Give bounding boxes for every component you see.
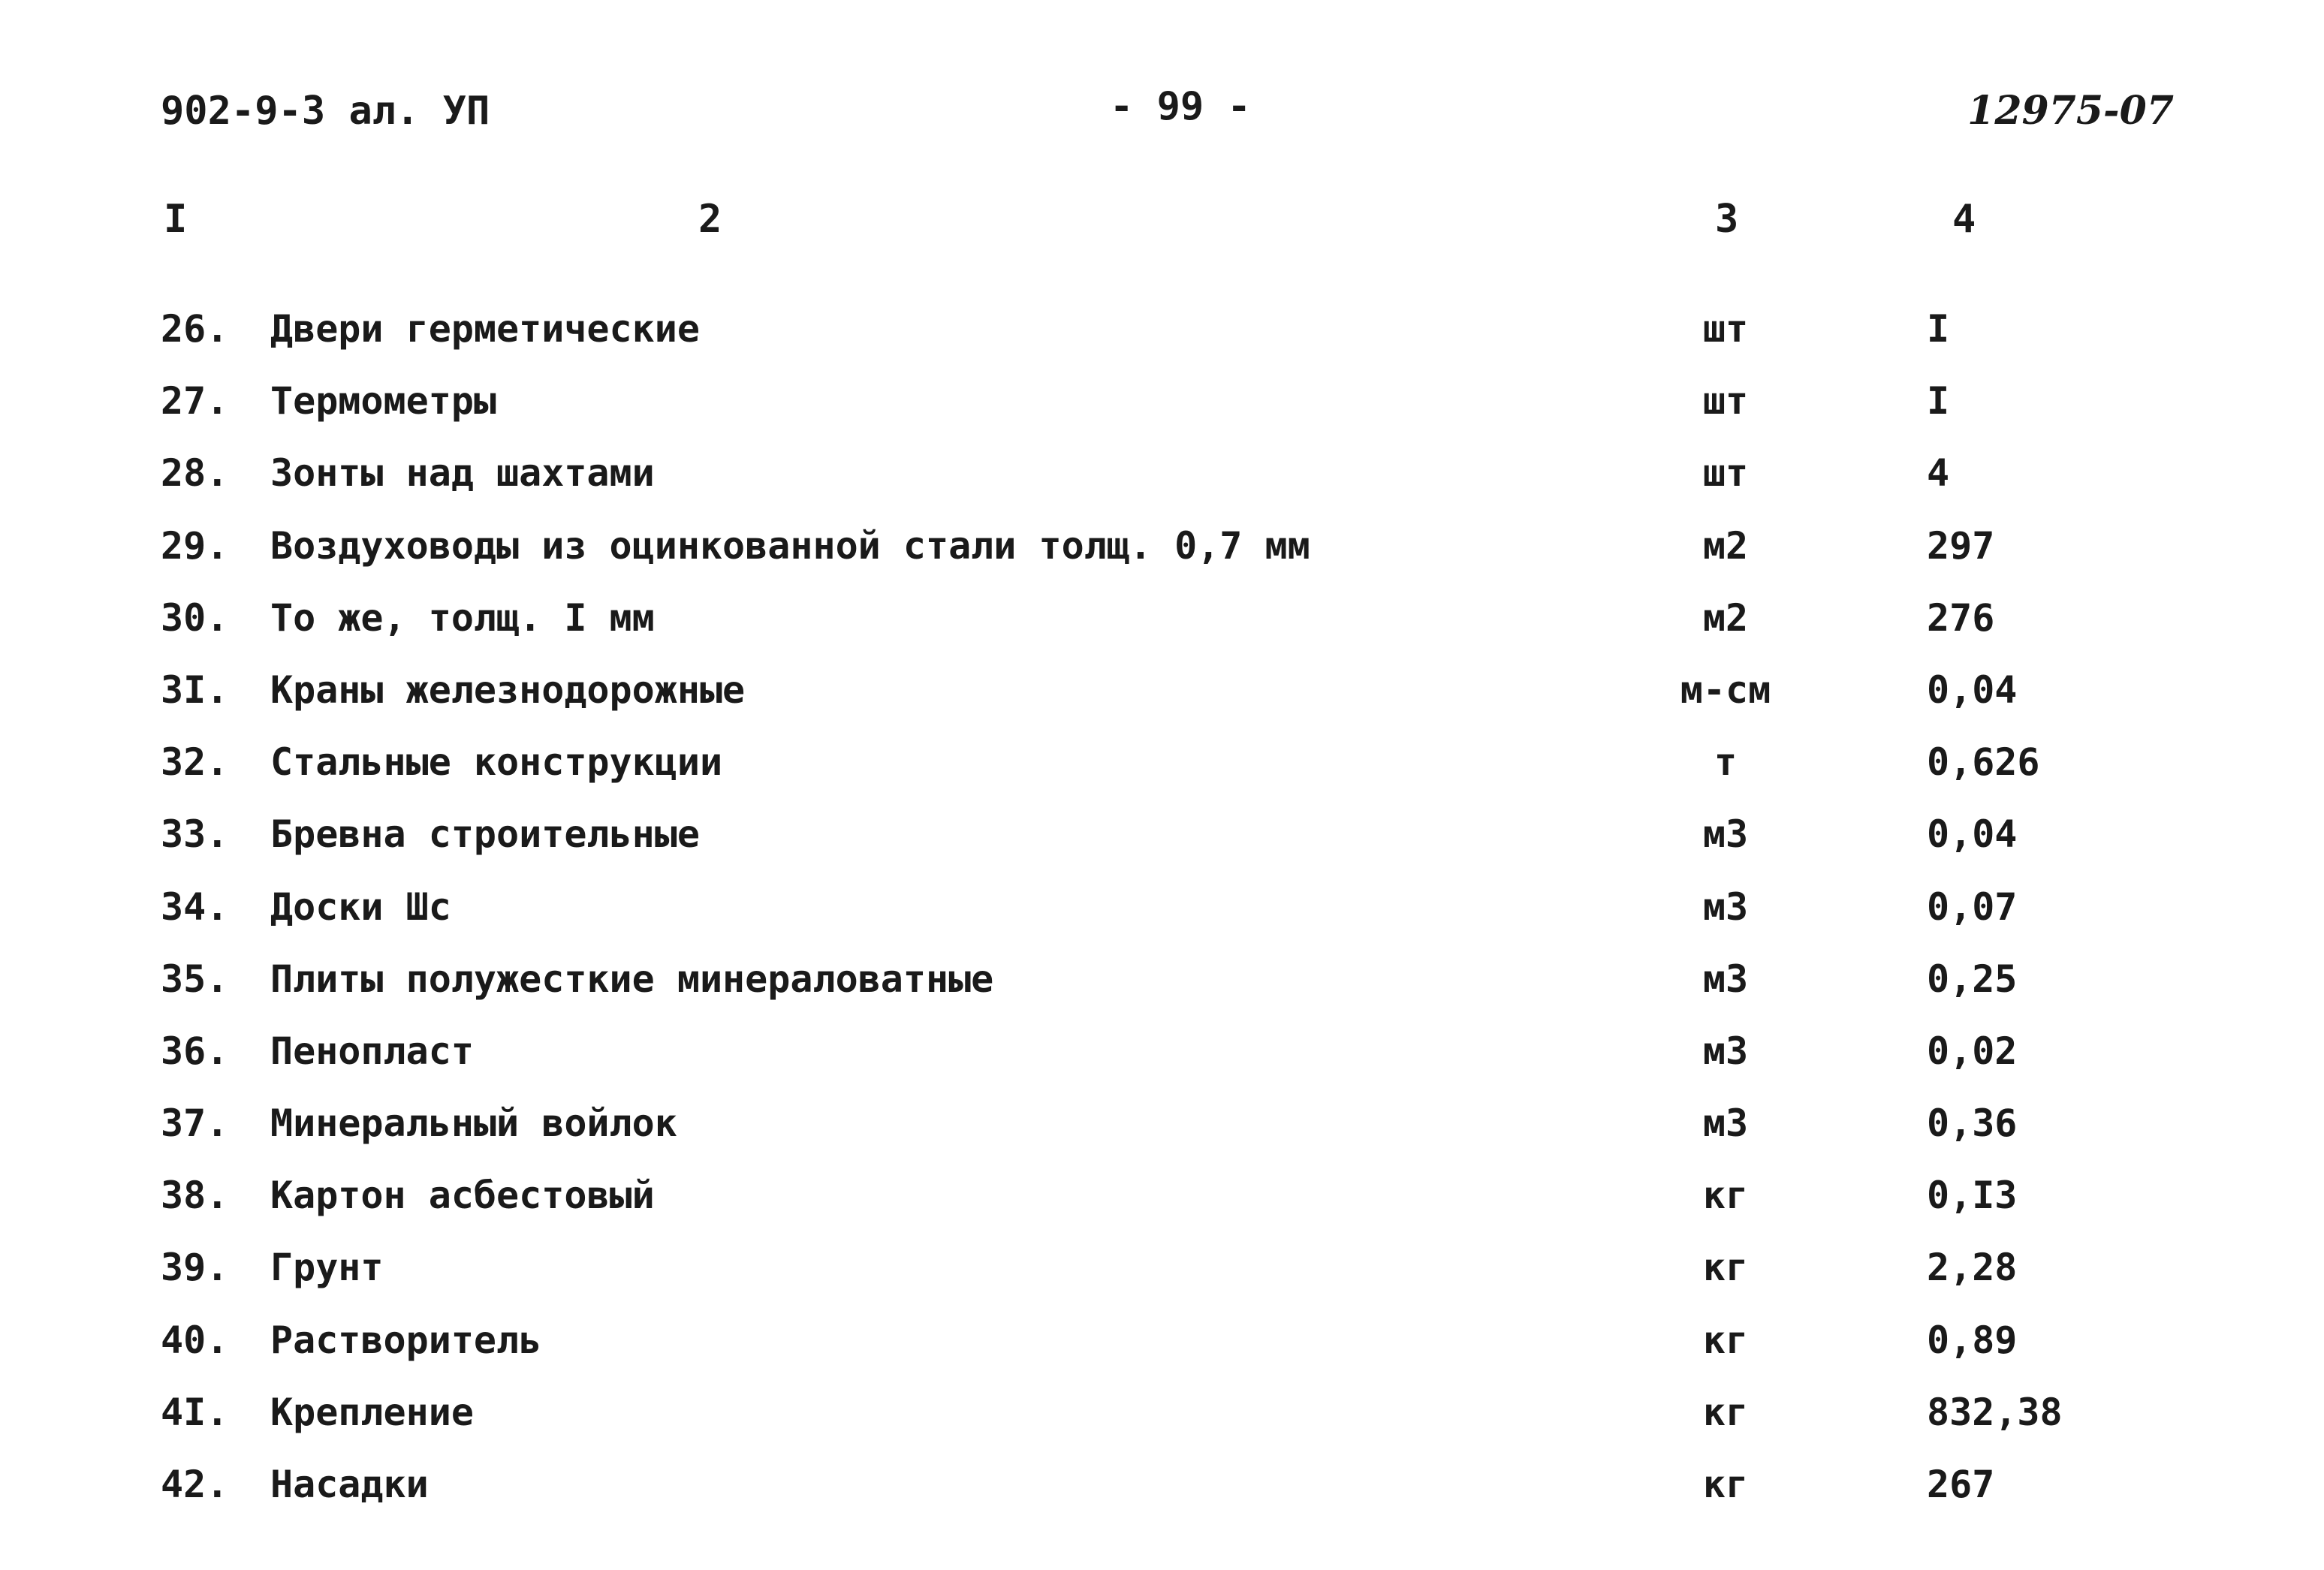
table-row — [0, 804, 2324, 876]
table-row — [0, 299, 2324, 371]
row-name: Термометры — [270, 379, 497, 423]
row-number: 26. — [161, 307, 229, 351]
row-quantity: 0,89 — [1927, 1318, 2018, 1362]
row-unit: м3 — [1702, 812, 1749, 857]
row-quantity: I — [1927, 307, 1950, 351]
row-number: 42. — [161, 1463, 229, 1506]
row-quantity: 0,07 — [1927, 884, 2018, 929]
row-name: Минеральный войлок — [270, 1101, 677, 1146]
column-header-4: 4 — [1952, 197, 1976, 242]
row-number: 35. — [161, 957, 229, 1001]
row-unit: кг — [1702, 1390, 1749, 1434]
row-unit: м3 — [1702, 1101, 1749, 1146]
row-number: 33. — [161, 812, 229, 857]
row-name: Картон асбестовый — [270, 1174, 655, 1218]
row-quantity: 276 — [1927, 595, 1995, 640]
row-quantity: 0,I3 — [1927, 1174, 2018, 1218]
row-name: Грунт — [270, 1246, 384, 1290]
table-row — [0, 660, 2324, 732]
table-row — [0, 1237, 2324, 1309]
row-number: 32. — [161, 740, 229, 785]
row-number: 40. — [161, 1318, 229, 1362]
row-number: 29. — [161, 523, 229, 568]
row-quantity: 297 — [1927, 523, 1995, 568]
row-unit: шт — [1702, 379, 1749, 423]
row-name: Пенопласт — [270, 1029, 474, 1073]
row-number: 3I. — [161, 667, 229, 712]
row-number: 38. — [161, 1174, 229, 1218]
row-name: Плиты полужесткие минераловатные — [270, 957, 994, 1001]
table-row — [0, 877, 2324, 949]
row-number: 28. — [161, 451, 229, 496]
column-header-2: 2 — [698, 197, 722, 242]
column-header-1: I — [164, 197, 188, 242]
row-name: Доски Шс — [270, 884, 451, 929]
row-unit: кг — [1702, 1246, 1749, 1290]
table-row — [0, 371, 2324, 443]
document-reference: 902-9-3 ал. УП — [161, 89, 490, 134]
table-row — [0, 516, 2324, 588]
row-unit: шт — [1702, 307, 1749, 351]
row-unit: м3 — [1702, 884, 1749, 929]
table-row — [0, 1093, 2324, 1165]
row-unit: шт — [1702, 451, 1749, 496]
row-unit: кг — [1702, 1463, 1749, 1506]
table-row — [0, 1454, 2324, 1526]
table-row — [0, 1165, 2324, 1237]
row-quantity: 0,02 — [1927, 1029, 2018, 1073]
row-number: 36. — [161, 1029, 229, 1073]
table-row — [0, 588, 2324, 660]
row-quantity: 832,38 — [1927, 1390, 2063, 1434]
table-row — [0, 1382, 2324, 1454]
row-unit: м3 — [1702, 957, 1749, 1001]
table-row — [0, 1021, 2324, 1093]
materials-table — [0, 299, 2324, 1526]
row-quantity: 2,28 — [1927, 1246, 2018, 1290]
row-name: Двери герметические — [270, 307, 700, 351]
row-name: Крепление — [270, 1390, 474, 1434]
row-unit: м2 — [1702, 595, 1749, 640]
row-unit: кг — [1702, 1174, 1749, 1218]
row-unit: м2 — [1702, 523, 1749, 568]
row-quantity: 0,04 — [1927, 667, 2018, 712]
row-number: 37. — [161, 1101, 229, 1146]
row-quantity: 0,36 — [1927, 1101, 2018, 1146]
page-number: - 99 - — [1110, 84, 1251, 129]
row-name: Краны железнодорожные — [270, 667, 746, 712]
row-unit: кг — [1702, 1318, 1749, 1362]
table-row — [0, 949, 2324, 1021]
row-quantity: 267 — [1927, 1463, 1995, 1506]
row-quantity: 0,25 — [1927, 957, 2018, 1001]
row-name: Воздуховоды из оцинкованной стали толщ. 0,7 мм — [270, 523, 1310, 568]
row-number: 39. — [161, 1246, 229, 1290]
row-name: Растворитель — [270, 1318, 542, 1362]
column-header-3: 3 — [1715, 197, 1739, 242]
row-quantity: 0,626 — [1927, 740, 2040, 785]
row-name: Бревна строительные — [270, 812, 700, 857]
row-number: 34. — [161, 884, 229, 929]
table-row — [0, 732, 2324, 804]
row-name: Стальные конструкции — [270, 740, 723, 785]
row-number: 27. — [161, 379, 229, 423]
row-unit: м3 — [1702, 1029, 1749, 1073]
row-unit: м-см — [1680, 667, 1771, 712]
row-name: Насадки — [270, 1463, 429, 1506]
row-name: То же, толщ. I мм — [270, 595, 655, 640]
document-code: 12975-07 — [1967, 88, 2174, 134]
row-number: 30. — [161, 595, 229, 640]
table-row — [0, 1310, 2324, 1382]
table-row — [0, 443, 2324, 515]
row-unit: т — [1714, 740, 1738, 785]
row-quantity: 0,04 — [1927, 812, 2018, 857]
row-quantity: 4 — [1927, 451, 1950, 496]
row-name: Зонты над шахтами — [270, 451, 655, 496]
row-quantity: I — [1927, 379, 1950, 423]
row-number: 4I. — [161, 1390, 229, 1434]
